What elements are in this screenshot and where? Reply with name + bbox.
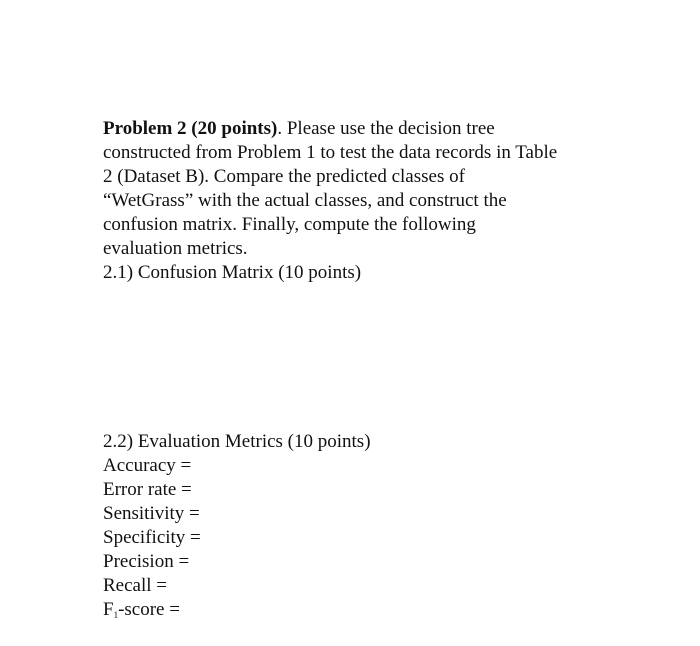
evaluation-metrics: [103, 430, 371, 622]
problem-intro: . Please use the decision tree: [277, 118, 495, 139]
problem-line-2: constructed from Problem 1 to test the data records in Table: [103, 142, 558, 163]
problem-heading: Problem 2 (20 points): [103, 118, 278, 139]
metric-precision: Precision =: [103, 551, 190, 572]
f-score-prefix: F: [103, 599, 114, 620]
problem-line-3: 2 (Dataset B). Compare the predicted classes of: [103, 166, 465, 187]
problem-statement: [103, 117, 623, 285]
metrics-title: 2.2) Evaluation Metrics (10 points): [103, 431, 371, 452]
f-score-suffix: -score =: [118, 599, 180, 620]
metric-accuracy: Accuracy =: [103, 455, 192, 476]
metric-recall: Recall =: [103, 575, 167, 596]
problem-line-1: [103, 117, 623, 141]
problem-line-4: “WetGrass” with the actual classes, and construct the: [103, 190, 507, 211]
metric-f1-score: [103, 598, 371, 622]
metric-sensitivity: Sensitivity =: [103, 503, 200, 524]
metric-specificity: Specificity =: [103, 527, 201, 548]
part-1-heading: 2.1) Confusion Matrix (10 points): [103, 262, 362, 283]
problem-line-6: evaluation metrics.: [103, 238, 248, 259]
metric-error-rate: Error rate =: [103, 479, 192, 500]
problem-line-5: confusion matrix. Finally, compute the following: [103, 214, 476, 235]
f-score-subscript: 1: [113, 610, 119, 620]
